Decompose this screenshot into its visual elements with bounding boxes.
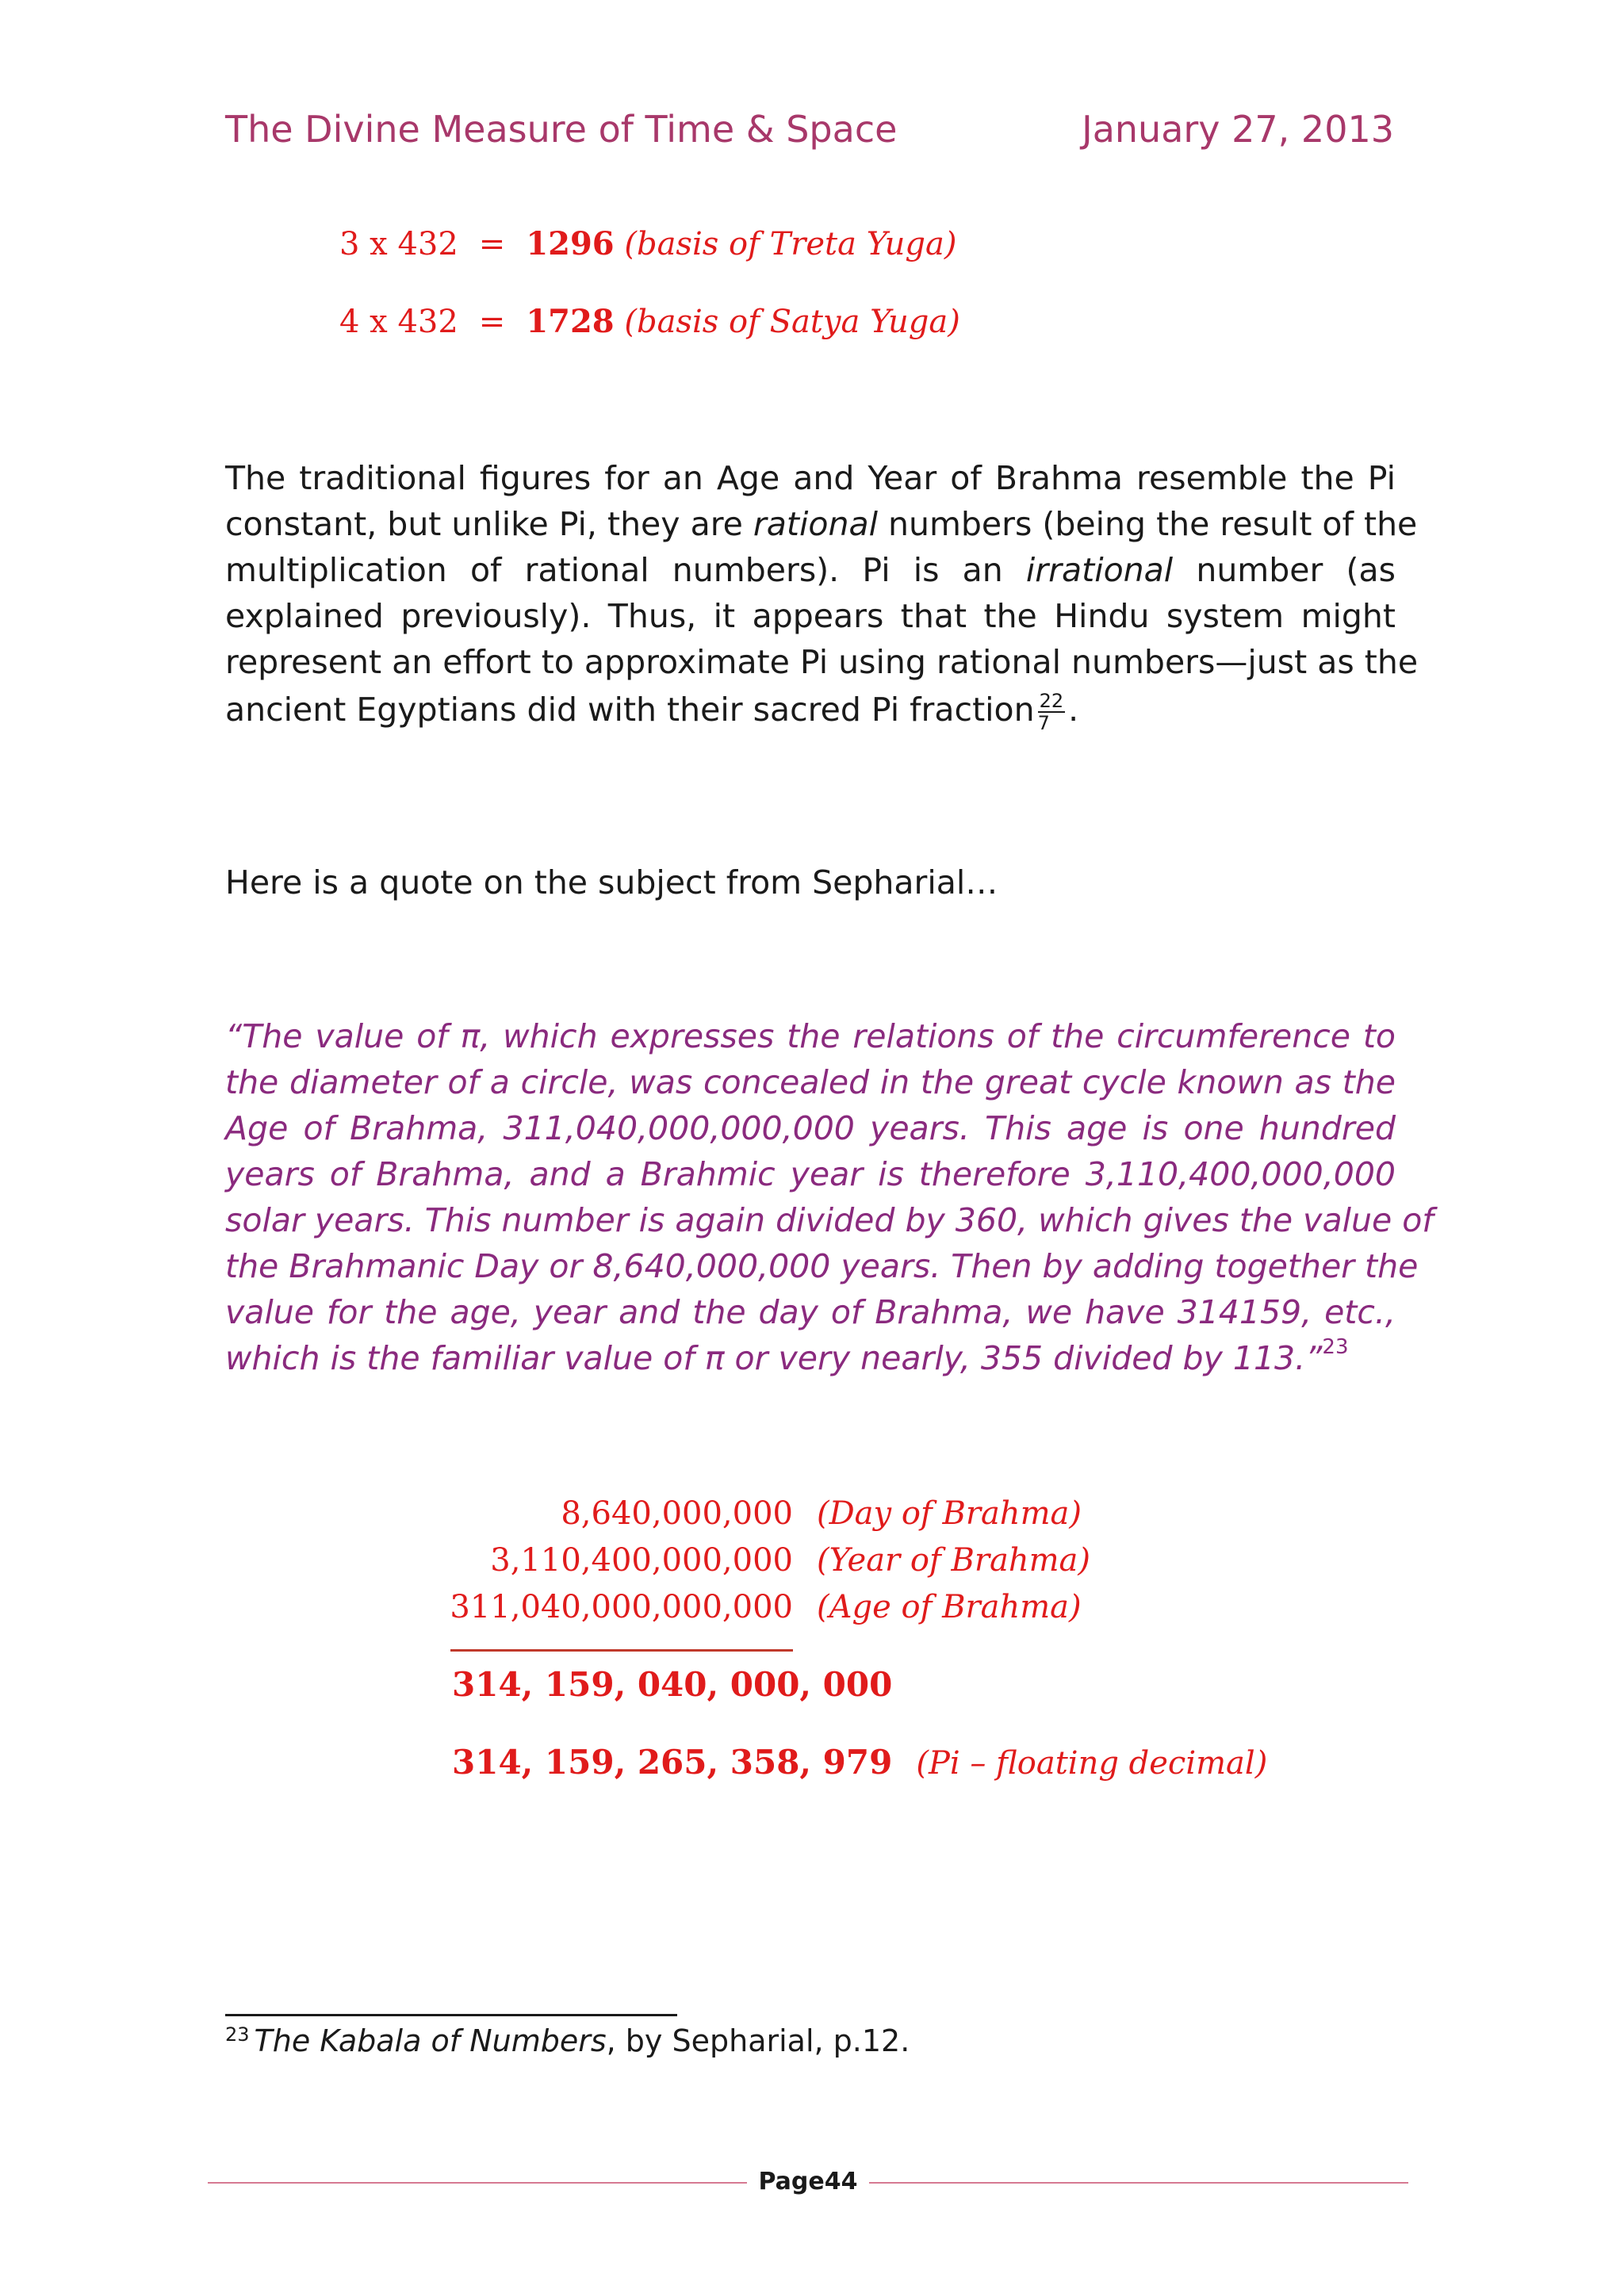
- quote-line: “The value of π, which expresses the relations of the circumference to: [225, 1017, 1396, 1055]
- footnote-number: 23: [225, 2023, 250, 2046]
- sum-label: (Day of Brahma): [817, 1495, 1082, 1532]
- quote-line: Age of Brahma, 311,040,000,000,000 years. This age is one hundred: [225, 1109, 1396, 1147]
- emphasis-irrational: irrational: [1025, 551, 1174, 589]
- paragraph-line: The traditional figures for an Age and Year of Brahma resemble the Pi: [225, 459, 1396, 497]
- sum-row-day: [444, 1495, 1082, 1532]
- paragraph-line: [225, 501, 1418, 547]
- text-run: ancient Egyptians did with their sacred Pi fraction: [225, 691, 1035, 729]
- sum-number: 3,110,400,000,000: [490, 1542, 793, 1579]
- equation-note: (basis of Treta Yuga): [624, 226, 957, 262]
- text-run: .: [1068, 691, 1079, 729]
- footnote-separator: [225, 2014, 677, 2016]
- footnote-book-title: The Kabala of Numbers: [254, 2023, 607, 2058]
- equation-value: 1728: [526, 303, 615, 340]
- footnote-text: , by Sepharial, p.12.: [606, 2023, 910, 2058]
- sum-divider: [450, 1649, 793, 1652]
- sum-total: 314, 159, 040, 000, 000: [452, 1665, 893, 1704]
- text-run: constant, but unlike Pi, they are: [225, 505, 753, 543]
- paragraph-line: represent an effort to approximate Pi using rational numbers—just as the: [225, 643, 1419, 681]
- footnote: [225, 2023, 910, 2058]
- fraction-22-7: [1038, 691, 1066, 733]
- equation-equals: =: [478, 304, 506, 340]
- quote-line: the diameter of a circle, was concealed in the great cycle known as the: [225, 1063, 1396, 1101]
- pi-label: (Pi – floating decimal): [916, 1745, 1268, 1782]
- quote-line: years of Brahma, and a Brahmic year is therefore 3,110,400,000,000: [225, 1155, 1396, 1193]
- equation-lhs: 3 x 432: [339, 226, 458, 262]
- fraction-denominator: 7: [1037, 712, 1050, 734]
- text-run: numbers (being the result of the: [877, 505, 1418, 543]
- pi-comparison: [452, 1743, 1267, 1782]
- sum-row-age: [444, 1589, 1082, 1625]
- paragraph-brahma-pi: [225, 455, 1419, 739]
- sepharial-quote: [225, 1013, 1434, 1381]
- sum-number: 8,640,000,000: [561, 1495, 793, 1532]
- quote-line: solar years. This number is again divided by 360, which gives the value of: [225, 1201, 1434, 1239]
- paragraph-line: [225, 547, 1396, 593]
- fraction-numerator: 22: [1039, 690, 1064, 712]
- equation-note: (basis of Satya Yuga): [624, 304, 960, 340]
- equation-value: 1296: [526, 225, 615, 262]
- footnote-reference[interactable]: 23: [1322, 1335, 1349, 1359]
- text-run: number (as: [1173, 551, 1396, 589]
- footer-rule-right: [869, 2182, 1408, 2184]
- paragraph-line: explained previously). Thus, it appears that the Hindu system might: [225, 597, 1396, 635]
- sum-label: (Year of Brahma): [817, 1542, 1090, 1579]
- text-run: multiplication of rational numbers). Pi is an: [225, 551, 1026, 589]
- paragraph-quote-intro: Here is a quote on the subject from Sepharial…: [225, 863, 998, 902]
- quote-line: value for the age, year and the day of Brahma, we have 314159, etc.,: [225, 1293, 1396, 1331]
- footer-rule-left: [208, 2182, 747, 2184]
- page-number: Page44: [758, 2168, 858, 2195]
- sum-number: 311,040,000,000,000: [450, 1589, 793, 1625]
- equation-satya: [339, 303, 960, 340]
- text-run: which is the familiar value of π or very nearly, 355 divided by 113.”: [225, 1339, 1323, 1377]
- quote-line: [225, 1335, 1396, 1381]
- quote-line: the Brahmanic Day or 8,640,000,000 years. Then by adding together the: [225, 1247, 1419, 1285]
- equation-equals: =: [478, 226, 506, 262]
- pi-value: 314, 159, 265, 358, 979: [452, 1743, 893, 1782]
- paragraph-line: [225, 687, 1396, 739]
- sum-row-year: [444, 1542, 1090, 1579]
- emphasis-rational: rational: [753, 505, 878, 543]
- equation-lhs: 4 x 432: [339, 304, 458, 340]
- document-date: January 27, 2013: [1082, 108, 1394, 151]
- document-title: The Divine Measure of Time & Space: [225, 108, 898, 151]
- equation-treta: [339, 225, 956, 262]
- sum-label: (Age of Brahma): [817, 1589, 1082, 1625]
